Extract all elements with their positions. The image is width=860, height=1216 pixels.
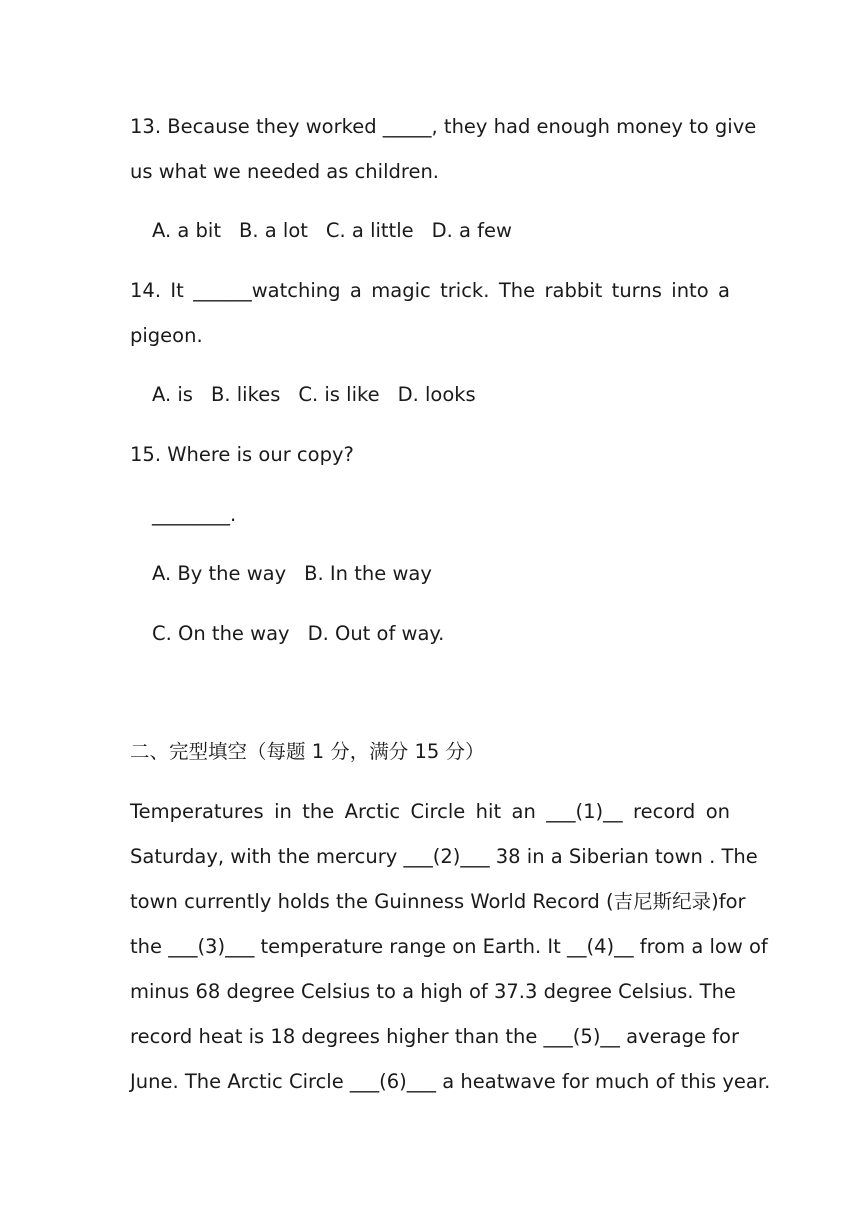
question-14-stem-line-2: pigeon. [130,324,203,347]
option-b: B. In the way [304,562,432,585]
option-a: A. is [152,383,193,406]
question-15-stem: 15. Where is our copy? [130,443,354,466]
question-13-stem-line-2: us what we needed as children. [130,160,440,183]
question-14-stem-line-1: 14. It ______watching a magic trick. The rabbit turns into a [130,279,730,302]
question-15-answer-blank: ________. [152,503,237,526]
question-15-options-line-2 [152,621,730,647]
option-b: B. likes [210,383,281,406]
passage-line: record heat is 18 degrees higher than the ___(5)__ average for [130,1025,739,1048]
option-c: C. On the way [152,622,290,645]
option-b: B. a lot [238,219,308,242]
section-2-heading: 二、完型填空（每题 1 分，满分 15 分） [130,740,485,763]
passage-line: town currently holds the Guinness World Record (吉尼斯纪录)for [130,890,746,913]
passage-line: minus 68 degree Celsius to a high of 37.3 degree Celsius. The [130,980,736,1003]
option-d: D. Out of way. [307,622,445,645]
option-a: A. a bit [152,219,221,242]
option-c: C. is like [298,383,380,406]
passage-line: Temperatures in the Arctic Circle hit an ___(1)__ record on [130,800,730,823]
passage-line: the ___(3)___ temperature range on Earth. It __(4)__ from a low of [130,935,768,958]
option-c: C. a little [325,219,414,242]
question-13-options [152,218,730,244]
passage-line: Saturday, with the mercury ___(2)___ 38 in a Siberian town . The [130,845,758,868]
passage-line: June. The Arctic Circle ___(6)___ a heatwave for much of this year. [130,1070,771,1093]
option-d: D. a few [431,219,512,242]
question-13-stem-line-1: 13. Because they worked _____, they had enough money to give [130,115,757,138]
option-d: D. looks [397,383,476,406]
option-a: A. By the way [152,562,287,585]
question-14-options [152,382,730,408]
question-15-options-line-1 [152,561,730,587]
